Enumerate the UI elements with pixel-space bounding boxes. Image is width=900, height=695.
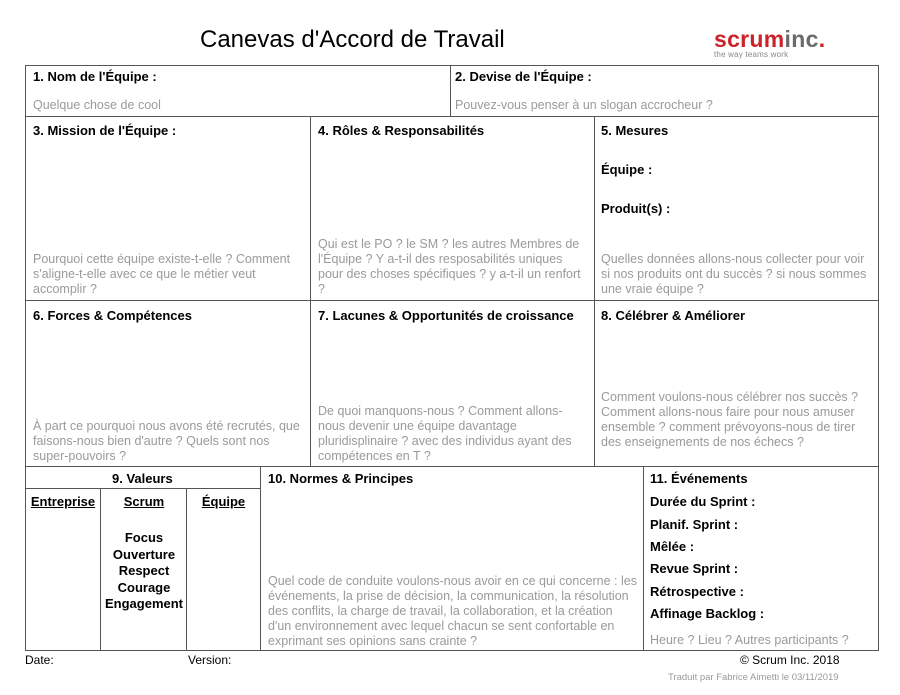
event-daily-scrum: Mêlée :: [650, 539, 695, 554]
section-team-name[interactable]: [26, 66, 450, 116]
section-team-mission[interactable]: [26, 117, 310, 300]
section-hint: Qui est le PO ? le SM ? les autres Membres de l'Équipe ? Y a-t-il des resposabilités uniques pour des choses spécifiques ? y a-t-il un renfort ?: [318, 237, 581, 296]
section-gaps[interactable]: [311, 301, 594, 466]
section-hint: De quoi manquons-nous ? Comment allons-nous devenir une équipe davantage pluridisplinaire ? avec des individus ayant des compétences en T ?: [318, 404, 572, 463]
section-team-motto[interactable]: [451, 66, 878, 116]
scrum-value: Ouverture: [112, 546, 176, 562]
section-measures[interactable]: [595, 117, 878, 300]
event-sprint-review: Revue Sprint :: [650, 561, 739, 576]
section-label: 2. Devise de l'Équipe :: [455, 69, 592, 84]
scrum-value: Focus: [124, 530, 164, 545]
section-label: 9. Valeurs: [112, 471, 173, 486]
section-label: 10. Normes & Principes: [268, 471, 414, 486]
section-hint: Pourquoi cette équipe existe-t-elle ? Comment s'aligne-t-elle avec ce que le métier veut accomplir ?: [33, 252, 291, 296]
section-label: 5. Mesures: [601, 123, 669, 138]
section-hint: Comment voulons-nous célébrer nos succès ? Comment allons-nous faire pour nous amuser ensemble ? comment prévoyons-nous de tirer des enseignements de nos échecs ?: [601, 390, 859, 449]
section-label: 4. Rôles & Responsabilités: [318, 123, 485, 138]
measure-team-label: Équipe :: [601, 162, 653, 177]
footer-version-label: Version:: [188, 653, 232, 667]
section-label: 8. Célébrer & Améliorer: [601, 308, 746, 323]
scrum-values-list: [101, 530, 187, 613]
section-hint: Heure ? Lieu ? Autres participants ?: [650, 633, 849, 647]
values-col-enterprise: Entreprise: [30, 494, 96, 509]
measure-product-label: Produit(s) :: [601, 201, 671, 216]
scrum-value: Engagement: [104, 596, 183, 611]
section-values[interactable]: [26, 467, 260, 650]
section-hint: Quelque chose de cool: [33, 98, 161, 112]
section-hint: Quelles données allons-nous collecter pour voir si nos produits ont du succès ? si nous sommes une vraie équipe ?: [601, 252, 867, 296]
section-label: 6. Forces & Compétences: [33, 308, 192, 323]
values-col-team: Équipe: [201, 494, 246, 509]
section-hint: À part ce pourquoi nous avons été recrutés, que faisons-nous bien d'autre ? Quels sont nos super-pouvoirs ?: [33, 419, 300, 463]
page-title: Canevas d'Accord de Travail: [200, 26, 505, 53]
section-celebrate[interactable]: [595, 301, 878, 466]
footer-copyright: © Scrum Inc. 2018: [740, 653, 840, 667]
event-retrospective: Rétrospective :: [650, 584, 744, 599]
event-sprint-planning: Planif. Sprint :: [650, 517, 739, 532]
section-hint: Quel code de conduite voulons-nous avoir en ce qui concerne : les événements, la prise de décision, la communication, la résolution des conflits, la charge de travail, la collaboration, et la création d'un environnement avec lequel chacun se sent confortable en exprimant ses opinions sans crainte ?: [268, 574, 637, 648]
values-col-scrum: Scrum: [123, 494, 165, 509]
section-hint: Pouvez-vous penser à un slogan accrocheur ?: [455, 98, 713, 112]
scruminc-logo: [714, 27, 825, 59]
event-backlog-refinement: Affinage Backlog :: [650, 606, 765, 621]
section-strengths[interactable]: [26, 301, 310, 466]
footer-date-label: Date:: [25, 653, 54, 667]
section-norms[interactable]: [261, 467, 643, 650]
footer-translated: Traduit par Fabrice Aimetti le 03/11/2019: [668, 672, 839, 683]
section-label: 1. Nom de l'Équipe :: [33, 69, 157, 84]
section-events[interactable]: [644, 467, 878, 650]
event-sprint-length: Durée du Sprint :: [650, 494, 756, 509]
section-label: 3. Mission de l'Équipe :: [33, 123, 177, 138]
logo-wordmark: scruminc.: [714, 26, 826, 52]
logo-tagline: the way teams work: [714, 50, 789, 59]
scrum-value: Courage: [117, 579, 171, 595]
section-label: 7. Lacunes & Opportunités de croissance: [318, 308, 574, 323]
section-label: 11. Événements: [650, 471, 748, 486]
section-roles[interactable]: [311, 117, 594, 300]
scrum-value: Respect: [118, 563, 170, 578]
